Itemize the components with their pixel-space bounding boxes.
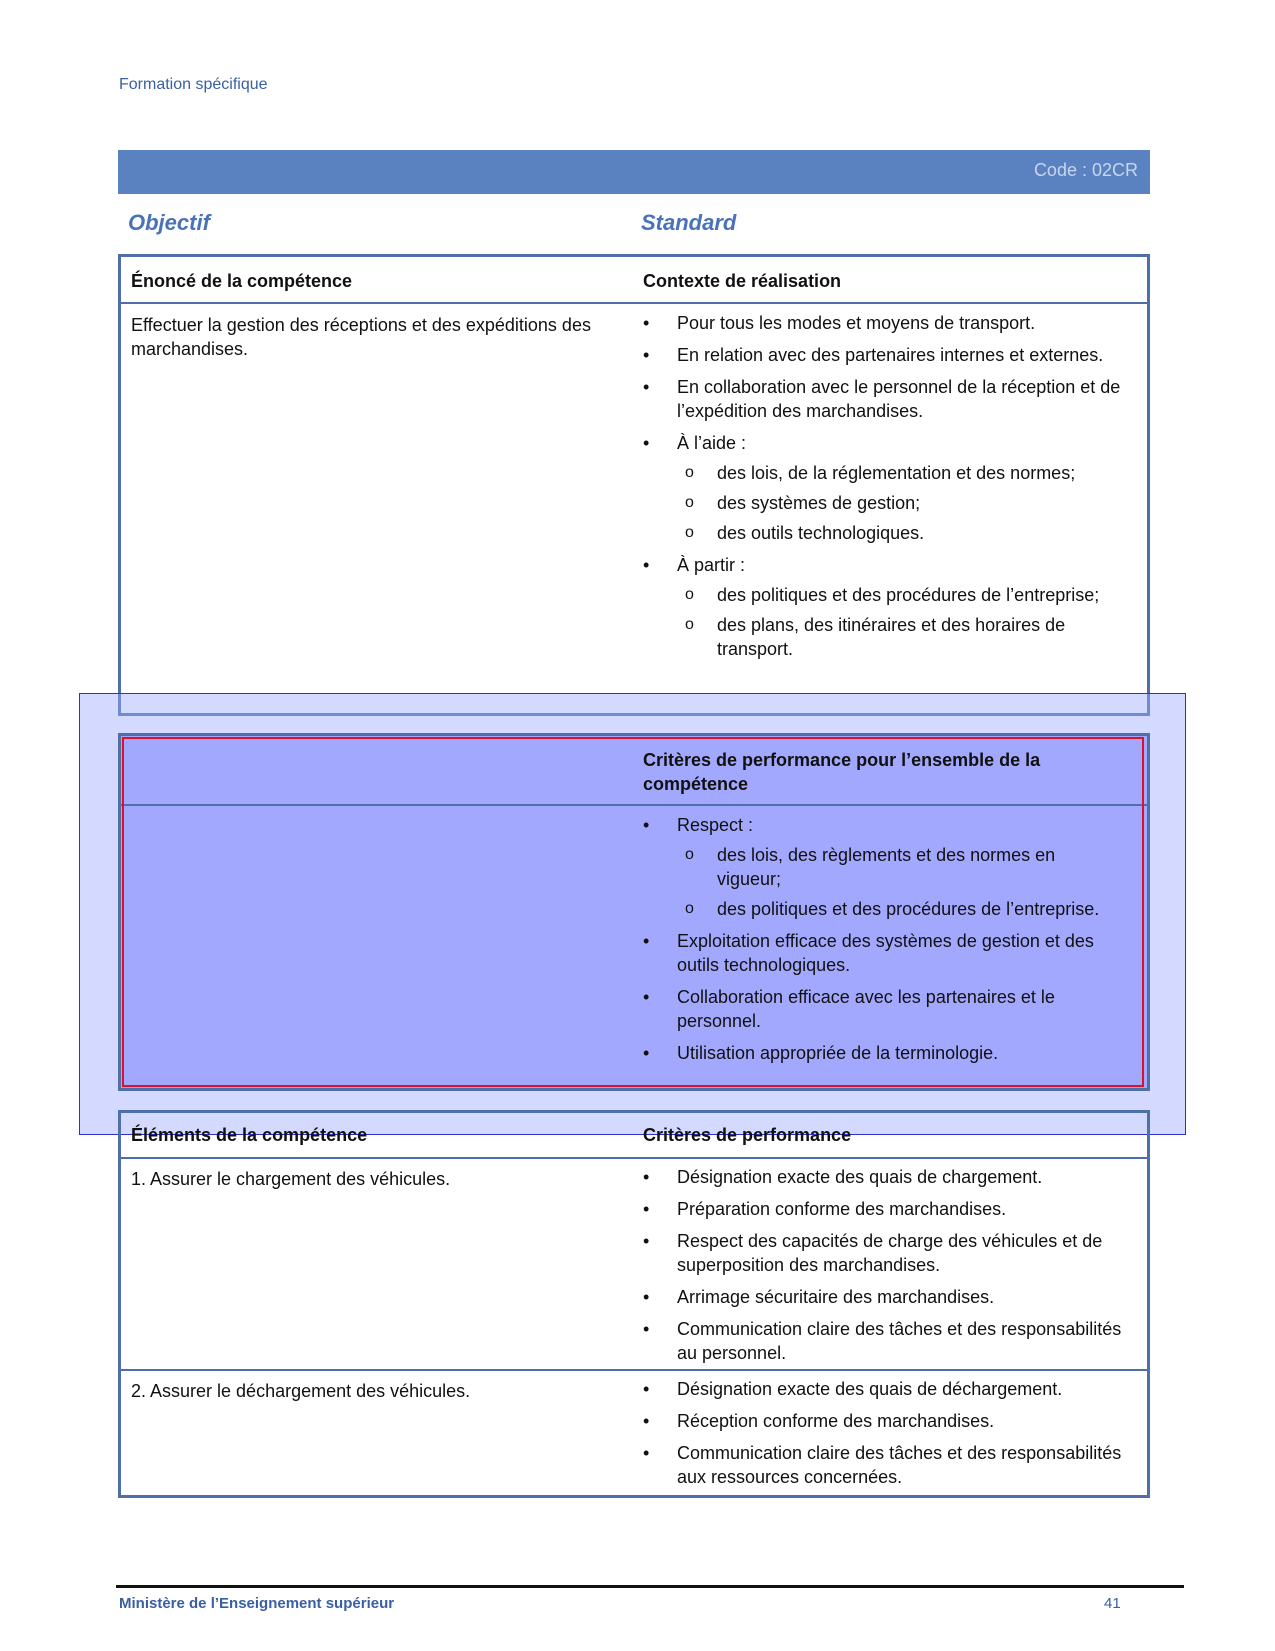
page-number: 41 (1104, 1595, 1121, 1612)
document-header: Formation spécifique (119, 76, 268, 93)
elements-table (118, 1110, 1150, 1498)
criteria-item: • Communication claire des tâches et des responsabilités aux ressources concernées. (643, 1441, 1133, 1489)
standard-heading: Standard (641, 210, 737, 235)
respect-subitem: o des lois, des règlements et des normes en vigueur; (677, 843, 1113, 891)
element-2-criteria (643, 1377, 1133, 1497)
criteria-item: • Arrimage sécuritaire des marchandises. (643, 1285, 1133, 1309)
criteria-item: • Désignation exacte des quais de chargement. (643, 1165, 1133, 1189)
global-criteria-header: Critères de performance pour l’ensemble de la compétence (643, 750, 1041, 794)
criteria-item: • Exploitation efficace des systèmes de gestion et des outils technologiques. (643, 929, 1113, 977)
respect-label: Respect : (677, 815, 754, 835)
selection-frame (122, 737, 1144, 1087)
aide-subitem: o des lois, de la réglementation et des normes; (677, 461, 1133, 485)
aide-label: À l’aide : (677, 433, 747, 453)
footer-rule (116, 1585, 1184, 1588)
element-1-criteria (643, 1165, 1133, 1373)
context-item-aide (643, 431, 1133, 545)
respect-subitem: o des politiques et des procédures de l’entreprise. (677, 897, 1113, 921)
code-band (118, 150, 1150, 194)
context-item: • Pour tous les modes et moyens de transport. (643, 311, 1133, 335)
context-list (643, 311, 1133, 669)
partir-subitem: o des politiques et des procédures de l’entreprise; (677, 583, 1133, 607)
criteria-item: • Communication claire des tâches et des responsabilités au personnel. (643, 1317, 1133, 1365)
row-divider (121, 1369, 1147, 1371)
criteria-item: • Collaboration efficace avec les partenaires et le personnel. (643, 985, 1113, 1033)
objectif-heading: Objectif (128, 210, 210, 235)
element-2: 2. Assurer le déchargement des véhicules. (131, 1381, 471, 1401)
performance-header: Critères de performance (643, 1125, 852, 1145)
elements-header: Éléments de la compétence (131, 1125, 368, 1145)
criteria-item: • Respect des capacités de charge des véhicules et de superposition des marchandises. (643, 1229, 1133, 1277)
context-header: Contexte de réalisation (643, 271, 842, 291)
criteria-item: • Désignation exacte des quais de déchargement. (643, 1377, 1133, 1401)
criteria-item: • Utilisation appropriée de la terminologie. (643, 1041, 1113, 1065)
row-divider (121, 302, 1147, 304)
row-divider (121, 1157, 1147, 1159)
criteria-item: • Préparation conforme des marchandises. (643, 1197, 1133, 1221)
competency-statement-table (118, 254, 1150, 716)
criteria-item: • Réception conforme des marchandises. (643, 1409, 1133, 1433)
statement-header: Énoncé de la compétence (131, 271, 353, 291)
footer-ministry: Ministère de l’Enseignement supérieur (119, 1595, 395, 1612)
competency-statement: Effectuer la gestion des réceptions et des expéditions des marchandises. (131, 315, 591, 359)
partir-label: À partir : (677, 555, 746, 575)
context-item: • En collaboration avec le personnel de la réception et de l’expédition des marchandises. (643, 375, 1133, 423)
aide-subitem: o des systèmes de gestion; (677, 491, 1133, 515)
element-1: 1. Assurer le chargement des véhicules. (131, 1169, 451, 1189)
competency-code: Code : 02CR (1033, 160, 1138, 180)
partir-subitem: o des plans, des itinéraires et des horaires de transport. (677, 613, 1133, 661)
context-item: • En relation avec des partenaires internes et externes. (643, 343, 1133, 367)
aide-subitem: o des outils technologiques. (677, 521, 1133, 545)
context-item-partir (643, 553, 1133, 661)
